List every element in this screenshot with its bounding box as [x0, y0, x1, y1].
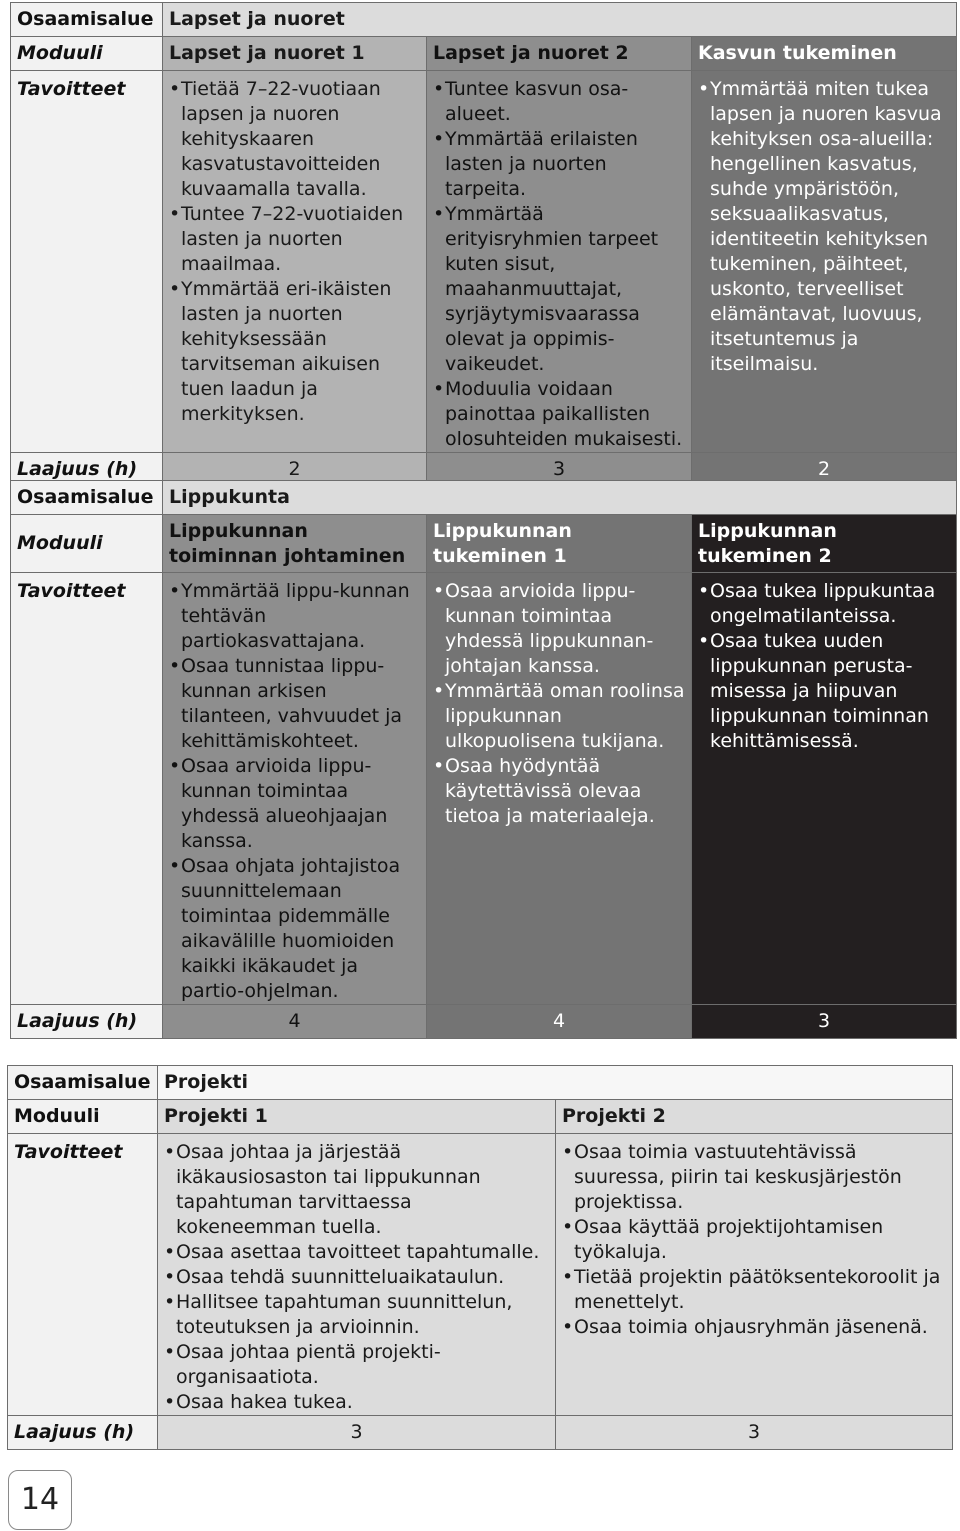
area-label: Osaamisalue [11, 3, 163, 37]
module-name: Kasvun tukeminen [692, 37, 957, 71]
goal-item: • Osaa ohjata johtajistoa suunnittelemaan toimintaa pidemmälle aikavälille huomioiden kaikki ikäkaudet ja partio-ohjelman. [169, 854, 420, 1004]
goal-item: • Tuntee kasvun osa-alueet. [433, 77, 685, 127]
module-name: Lapset ja nuoret 1 [163, 37, 427, 71]
module-name: Lapset ja nuoret 2 [427, 37, 692, 71]
module-name: Lippukunnan tukeminen 1 [427, 515, 692, 573]
goal-item: • Osaa johtaa ja järjestää ikäkausiosaston tai lippukunnan tapahtuman tarvittaessa kokeneemman tuella. [164, 1140, 549, 1240]
goals-list [433, 579, 685, 829]
goals-list [169, 579, 420, 1004]
goal-item: • Ymmärtää miten tukea lapsen ja nuoren kasvua kehityksen osa-alueilla: hengellinen kasvatus, suhde ympäristöön, seksuaalikasvatus, identiteetin kehityksen tukeminen, päihteet, uskonto, terveelliset elämäntavat, luovuus, itsetuntemus ja itseilmaisu. [698, 77, 942, 377]
goals-cell [158, 1134, 556, 1416]
goal-item: • Tietää projektin päätöksentekoroolit ja menettelyt. [562, 1265, 946, 1315]
goals-label: Tavoitteet [8, 1134, 158, 1416]
goal-item: • Moduulia voidaan painottaa paikallisten olosuhteiden mukaisesti. [433, 377, 685, 452]
goals-list [433, 77, 685, 452]
goal-item: • Osaa toimia ohjausryhmän jäsenenä. [562, 1315, 946, 1340]
goal-item: • Tuntee 7–22-vuotiaiden lasten ja nuorten maailmaa. [169, 202, 412, 277]
module-name: Projekti 1 [158, 1100, 556, 1134]
hours-value: 2 [692, 453, 957, 487]
goal-item: • Osaa arvioida lippu-kunnan toimintaa yhdessä alueohjaajan kanssa. [169, 754, 420, 854]
goals-label: Tavoitteet [11, 573, 163, 1005]
module-table-lippukunta [10, 480, 957, 1039]
hours-value: 3 [692, 1005, 957, 1039]
module-label: Moduuli [11, 37, 163, 71]
goals-list [698, 579, 950, 754]
goals-list [164, 1140, 549, 1415]
goal-item: • Osaa tukea lippukuntaa ongelmatilanteissa. [698, 579, 950, 629]
hours-value: 2 [163, 453, 427, 487]
module-name: Lippukunnan toiminnan johtaminen [163, 515, 427, 573]
scope-label: Laajuus (h) [11, 453, 163, 487]
goal-item: • Ymmärtää oman roolinsa lippukunnan ulkopuolisena tukijana. [433, 679, 685, 754]
goal-item: • Osaa johtaa pientä projekti-organisaatiota. [164, 1340, 549, 1390]
area-title: Lippukunta [163, 481, 957, 515]
goal-item: • Osaa tehdä suunnitteluaikataulun. [164, 1265, 549, 1290]
goals-list [169, 77, 412, 427]
goals-list [562, 1140, 946, 1340]
goals-cell [427, 71, 692, 453]
goal-item: • Osaa hyödyntää käytettävissä olevaa tietoa ja materiaaleja. [433, 754, 685, 829]
goal-item: • Tietää 7–22-vuotiaan lapsen ja nuoren kehityskaaren kasvatustavoitteiden kuvaamalla tavalla. [169, 77, 412, 202]
area-label: Osaamisalue [11, 481, 163, 515]
goals-cell [556, 1134, 953, 1416]
scope-label: Laajuus (h) [11, 1005, 163, 1039]
goal-item: • Osaa asettaa tavoitteet tapahtumalle. [164, 1240, 549, 1265]
goals-label: Tavoitteet [11, 71, 163, 453]
module-name: Projekti 2 [556, 1100, 953, 1134]
goals-cell [163, 573, 427, 1005]
goal-item: • Osaa toimia vastuutehtävissä suuressa, piirin tai keskusjärjestön projektissa. [562, 1140, 946, 1215]
goal-item: • Osaa tukea uuden lippukunnan perusta-misessa ja hiipuvan lippukunnan toiminnan kehittämisessä. [698, 629, 950, 754]
area-title: Lapset ja nuoret [163, 3, 957, 37]
goals-cell [163, 71, 427, 453]
scope-label: Laajuus (h) [8, 1416, 158, 1450]
hours-value: 4 [163, 1005, 427, 1039]
module-table-projekti [7, 1065, 953, 1450]
page-number: 14 [8, 1470, 72, 1530]
area-title: Projekti [158, 1066, 953, 1100]
goal-item: • Ymmärtää erityisryhmien tarpeet kuten sisut, maahanmuuttajat, syrjäytymisvaarassa olevat ja oppimis-vaikeudet. [433, 202, 685, 377]
goal-item: • Ymmärtää lippu-kunnan tehtävän partiokasvattajana. [169, 579, 420, 654]
hours-value: 3 [158, 1416, 556, 1450]
goal-item: • Osaa arvioida lippu-kunnan toimintaa yhdessä lippukunnan-johtajan kanssa. [433, 579, 685, 679]
goal-item: • Osaa hakea tukea. [164, 1390, 549, 1415]
goal-item: • Osaa käyttää projektijohtamisen työkaluja. [562, 1215, 946, 1265]
hours-value: 4 [427, 1005, 692, 1039]
module-name: Lippukunnan tukeminen 2 [692, 515, 957, 573]
area-label: Osaamisalue [8, 1066, 158, 1100]
goals-cell [692, 573, 957, 1005]
hours-value: 3 [556, 1416, 953, 1450]
goal-item: • Ymmärtää erilaisten lasten ja nuorten tarpeita. [433, 127, 685, 202]
module-label: Moduuli [8, 1100, 158, 1134]
goals-list [698, 77, 942, 377]
goal-item: • Hallitsee tapahtuman suunnittelun, toteutuksen ja arvioinnin. [164, 1290, 549, 1340]
goal-item: • Ymmärtää eri-ikäisten lasten ja nuorten kehityksessään tarvitseman aikuisen tuen laadun ja merkityksen. [169, 277, 412, 427]
goal-item: • Osaa tunnistaa lippu-kunnan arkisen tilanteen, vahvuudet ja kehittämiskohteet. [169, 654, 420, 754]
module-label: Moduuli [11, 515, 163, 573]
module-table-lapset-ja-nuoret [10, 2, 957, 487]
goals-cell [427, 573, 692, 1005]
goals-cell [692, 71, 957, 453]
hours-value: 3 [427, 453, 692, 487]
